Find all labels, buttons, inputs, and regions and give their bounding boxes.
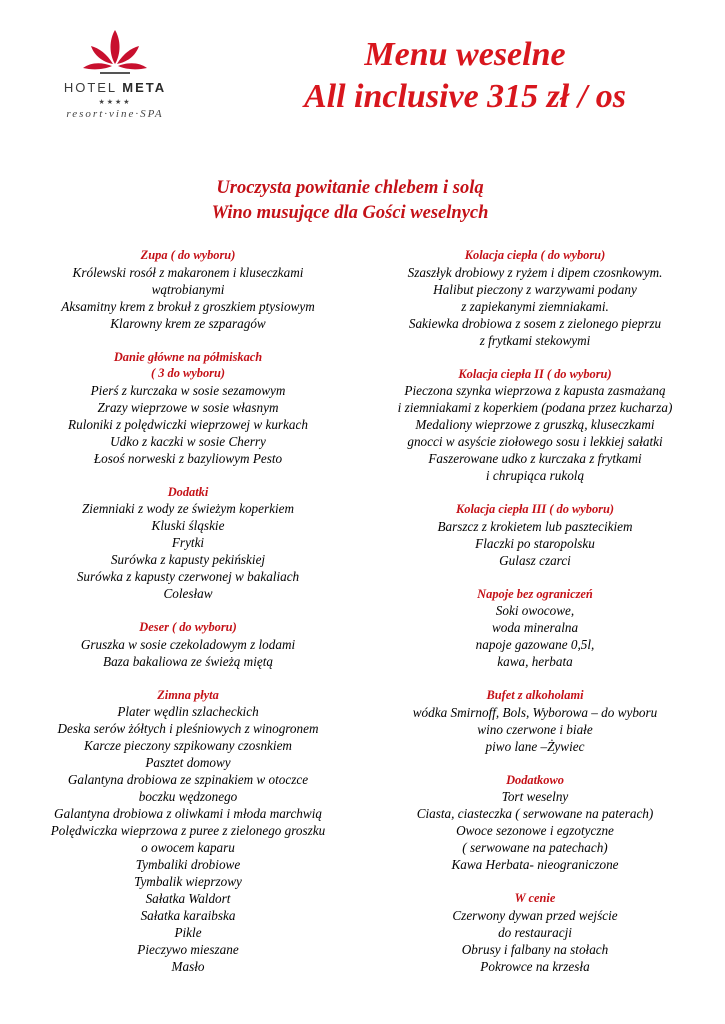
menu-item: Szaszłyk drobiowy z ryżem i dipem czosnkowym. <box>407 264 663 280</box>
menu-item: wino czerwone i białe <box>477 721 593 737</box>
menu-item: Gruszka w sosie czekoladowym z lodami <box>80 636 296 652</box>
menu-item: Klarowny krem ze szparagów <box>110 315 266 331</box>
menu-item: Surówka z kapusty czerwonej w bakaliach <box>76 569 300 584</box>
section-heading: ( 3 do wyboru) <box>151 366 225 380</box>
title-line-2: All inclusive 315 zł / os <box>303 78 627 115</box>
menu-item: Pikle <box>174 925 202 940</box>
menu-item: Deska serów żółtych i pleśniowych z winogronem <box>57 721 319 736</box>
menu-item: Ruloniki z polędwiczki wieprzowej w kurkach <box>68 416 308 432</box>
section-heading: Deser ( do wyboru) <box>139 620 237 634</box>
menu-item: Sałatka Waldort <box>145 891 231 906</box>
menu-item: Pasztet domowy <box>145 755 231 770</box>
section-heading: Danie główne na półmiskach <box>113 349 263 364</box>
menu-item: i chrupiąca rukolą <box>485 468 585 483</box>
menu-item: Ziemniaki z wody ze świeżym koperkiem <box>81 501 295 516</box>
menu-item: Soki owocowe, <box>495 603 575 618</box>
section-spacer <box>370 349 700 366</box>
menu-item: Kluski śląskie <box>151 518 225 533</box>
section-spacer <box>370 569 700 586</box>
logo-wordmark <box>32 80 198 95</box>
menu-section <box>370 687 700 755</box>
menu-item: Sakiewka drobiowa z sosem z zielonego pieprzu <box>408 315 662 331</box>
menu-item: Sałatka karaibska <box>140 908 236 923</box>
menu-item: Karcze pieczony szpikowany czosnkiem <box>84 738 292 753</box>
menu-item: kawa, herbata <box>497 654 573 669</box>
menu-item: Plater wędlin szlacheckich <box>117 704 259 719</box>
section-heading: Kolacja ciepła II ( do wyboru) <box>458 366 612 381</box>
menu-item: Faszerowane udko z kurczaka z frytkami <box>428 451 642 466</box>
menu-section <box>370 890 700 975</box>
menu-item: Zrazy wieprzowe w sosie własnym <box>97 399 279 415</box>
menu-item: z zapiekanymi ziemniakami. <box>461 298 609 314</box>
menu-item: Tort weselny <box>501 789 569 804</box>
menu-item: Barszcz z krokietem lub pasztecikiem <box>437 518 633 534</box>
menu-section <box>370 501 700 569</box>
section-heading: Bufet z alkoholami <box>486 688 584 702</box>
section-heading: Dodatkowo <box>506 772 564 787</box>
menu-item: Pieczona szynka wieprzowa z kapusta zasmażaną <box>404 383 666 398</box>
menu-item: Masło <box>171 959 205 974</box>
section-spacer <box>18 602 358 619</box>
menu-item: piwo lane –Żywiec <box>485 738 585 754</box>
section-heading: W cenie <box>514 891 556 905</box>
section-heading: Napoje bez ograniczeń <box>477 586 593 601</box>
menu-section <box>370 366 700 485</box>
menu-item: napoje gazowane 0,5l, <box>475 637 595 652</box>
menu-item: woda mineralna <box>491 620 579 635</box>
lotus-flower-icon <box>82 28 148 76</box>
menu-item: Królewski rosół z makaronem i kluseczkami <box>72 264 304 280</box>
section-spacer <box>18 467 358 484</box>
logo-name-bold: META <box>122 80 167 95</box>
menu-item: Gulasz czarci <box>499 552 571 568</box>
menu-item: boczku wędzonego <box>138 789 238 804</box>
section-spacer <box>370 873 700 890</box>
menu-item: Tymbalik wieprzowy <box>134 874 242 889</box>
page-title <box>250 34 680 118</box>
section-heading: Kolacja ciepła ( do wyboru) <box>464 248 606 262</box>
menu-item: Kawa Herbata- nieograniczone <box>451 857 619 872</box>
menu-item: Flaczki po staropolsku <box>475 535 595 551</box>
menu-column-right <box>370 247 700 975</box>
menu-section <box>18 687 358 976</box>
menu-section <box>18 619 358 670</box>
menu-item: Polędwiczka wieprzowa z puree z zielonego groszku <box>50 823 326 838</box>
menu-section <box>370 772 700 874</box>
menu-item: Pokrowce na krzesła <box>480 958 590 974</box>
menu-item: Udko z kaczki w sosie Cherry <box>110 433 266 449</box>
menu-item: Pieczywo mieszane <box>137 942 239 957</box>
menu-item: Galantyna drobiowa ze szpinakiem w otoczce <box>67 772 309 787</box>
section-spacer <box>18 670 358 687</box>
logo-tagline: resort·vine·SPA <box>66 108 164 120</box>
menu-item: Owoce sezonowe i egzotyczne <box>456 823 614 838</box>
menu-item: Frytki <box>171 535 205 550</box>
section-spacer <box>370 755 700 772</box>
subtitle-line-2: Wino musujące dla Gości weselnych <box>211 203 489 223</box>
menu-item: Obrusy i falbany na stołach <box>461 941 609 957</box>
logo-stars: ★★★★ <box>98 98 132 106</box>
menu-item: wątrobianymi <box>151 281 225 297</box>
section-spacer <box>370 484 700 501</box>
section-heading: Dodatki <box>167 484 209 499</box>
section-spacer <box>18 332 358 349</box>
menu-section <box>18 247 358 332</box>
title-line-1: Menu weselne <box>364 36 566 73</box>
menu-item: gnocci w asyście ziołowego sosu i lekkiej sałatki <box>407 434 663 449</box>
menu-item: wódka Smirnoff, Bols, Wyborowa – do wyboru <box>412 704 658 720</box>
menu-item: do restauracji <box>498 924 572 940</box>
menu-item: Surówka z kapusty pekińskiej <box>110 552 266 567</box>
menu-column-left <box>18 247 358 975</box>
menu-item: Galantyna drobiowa z oliwkami i młoda marchwią <box>54 806 322 821</box>
section-heading: Zimna płyta <box>157 687 219 702</box>
menu-item: i ziemniakami z koperkiem (podana przez kucharza) <box>397 400 673 415</box>
menu-item: Łosoś norweski z bazyliowym Pesto <box>93 450 283 466</box>
section-heading: Kolacja ciepła III ( do wyboru) <box>456 502 614 516</box>
section-spacer <box>370 670 700 687</box>
logo-name-light: HOTEL <box>63 80 123 95</box>
section-heading: Zupa ( do wyboru) <box>140 248 236 262</box>
menu-item: o owocem kaparu <box>141 840 235 855</box>
welcome-subtitle <box>120 176 580 226</box>
menu-item: Medaliony wieprzowe z gruszką, kluseczkami <box>415 417 655 432</box>
menu-section <box>18 349 358 467</box>
menu-item: Colesław <box>163 586 213 601</box>
menu-item: ( serwowane na patechach) <box>462 840 608 855</box>
menu-section <box>370 586 700 671</box>
menu-section <box>370 247 700 349</box>
menu-item: z frytkami stekowymi <box>479 332 591 348</box>
menu-section <box>18 484 358 603</box>
hotel-logo <box>32 28 198 128</box>
menu-item: Aksamitny krem z brokuł z groszkiem ptysiowym <box>61 298 315 314</box>
subtitle-line-1: Uroczysta powitanie chlebem i solą <box>216 178 484 198</box>
menu-item: Ciasta, ciasteczka ( serwowane na paterach) <box>416 806 654 821</box>
menu-item: Czerwony dywan przed wejście <box>452 907 618 923</box>
menu-item: Halibut pieczony z warzywami podany <box>433 281 637 297</box>
menu-item: Tymbaliki drobiowe <box>135 857 241 872</box>
menu-item: Baza bakaliowa ze świeżą miętą <box>103 653 273 669</box>
menu-item: Pierś z kurczaka w sosie sezamowym <box>90 382 286 398</box>
